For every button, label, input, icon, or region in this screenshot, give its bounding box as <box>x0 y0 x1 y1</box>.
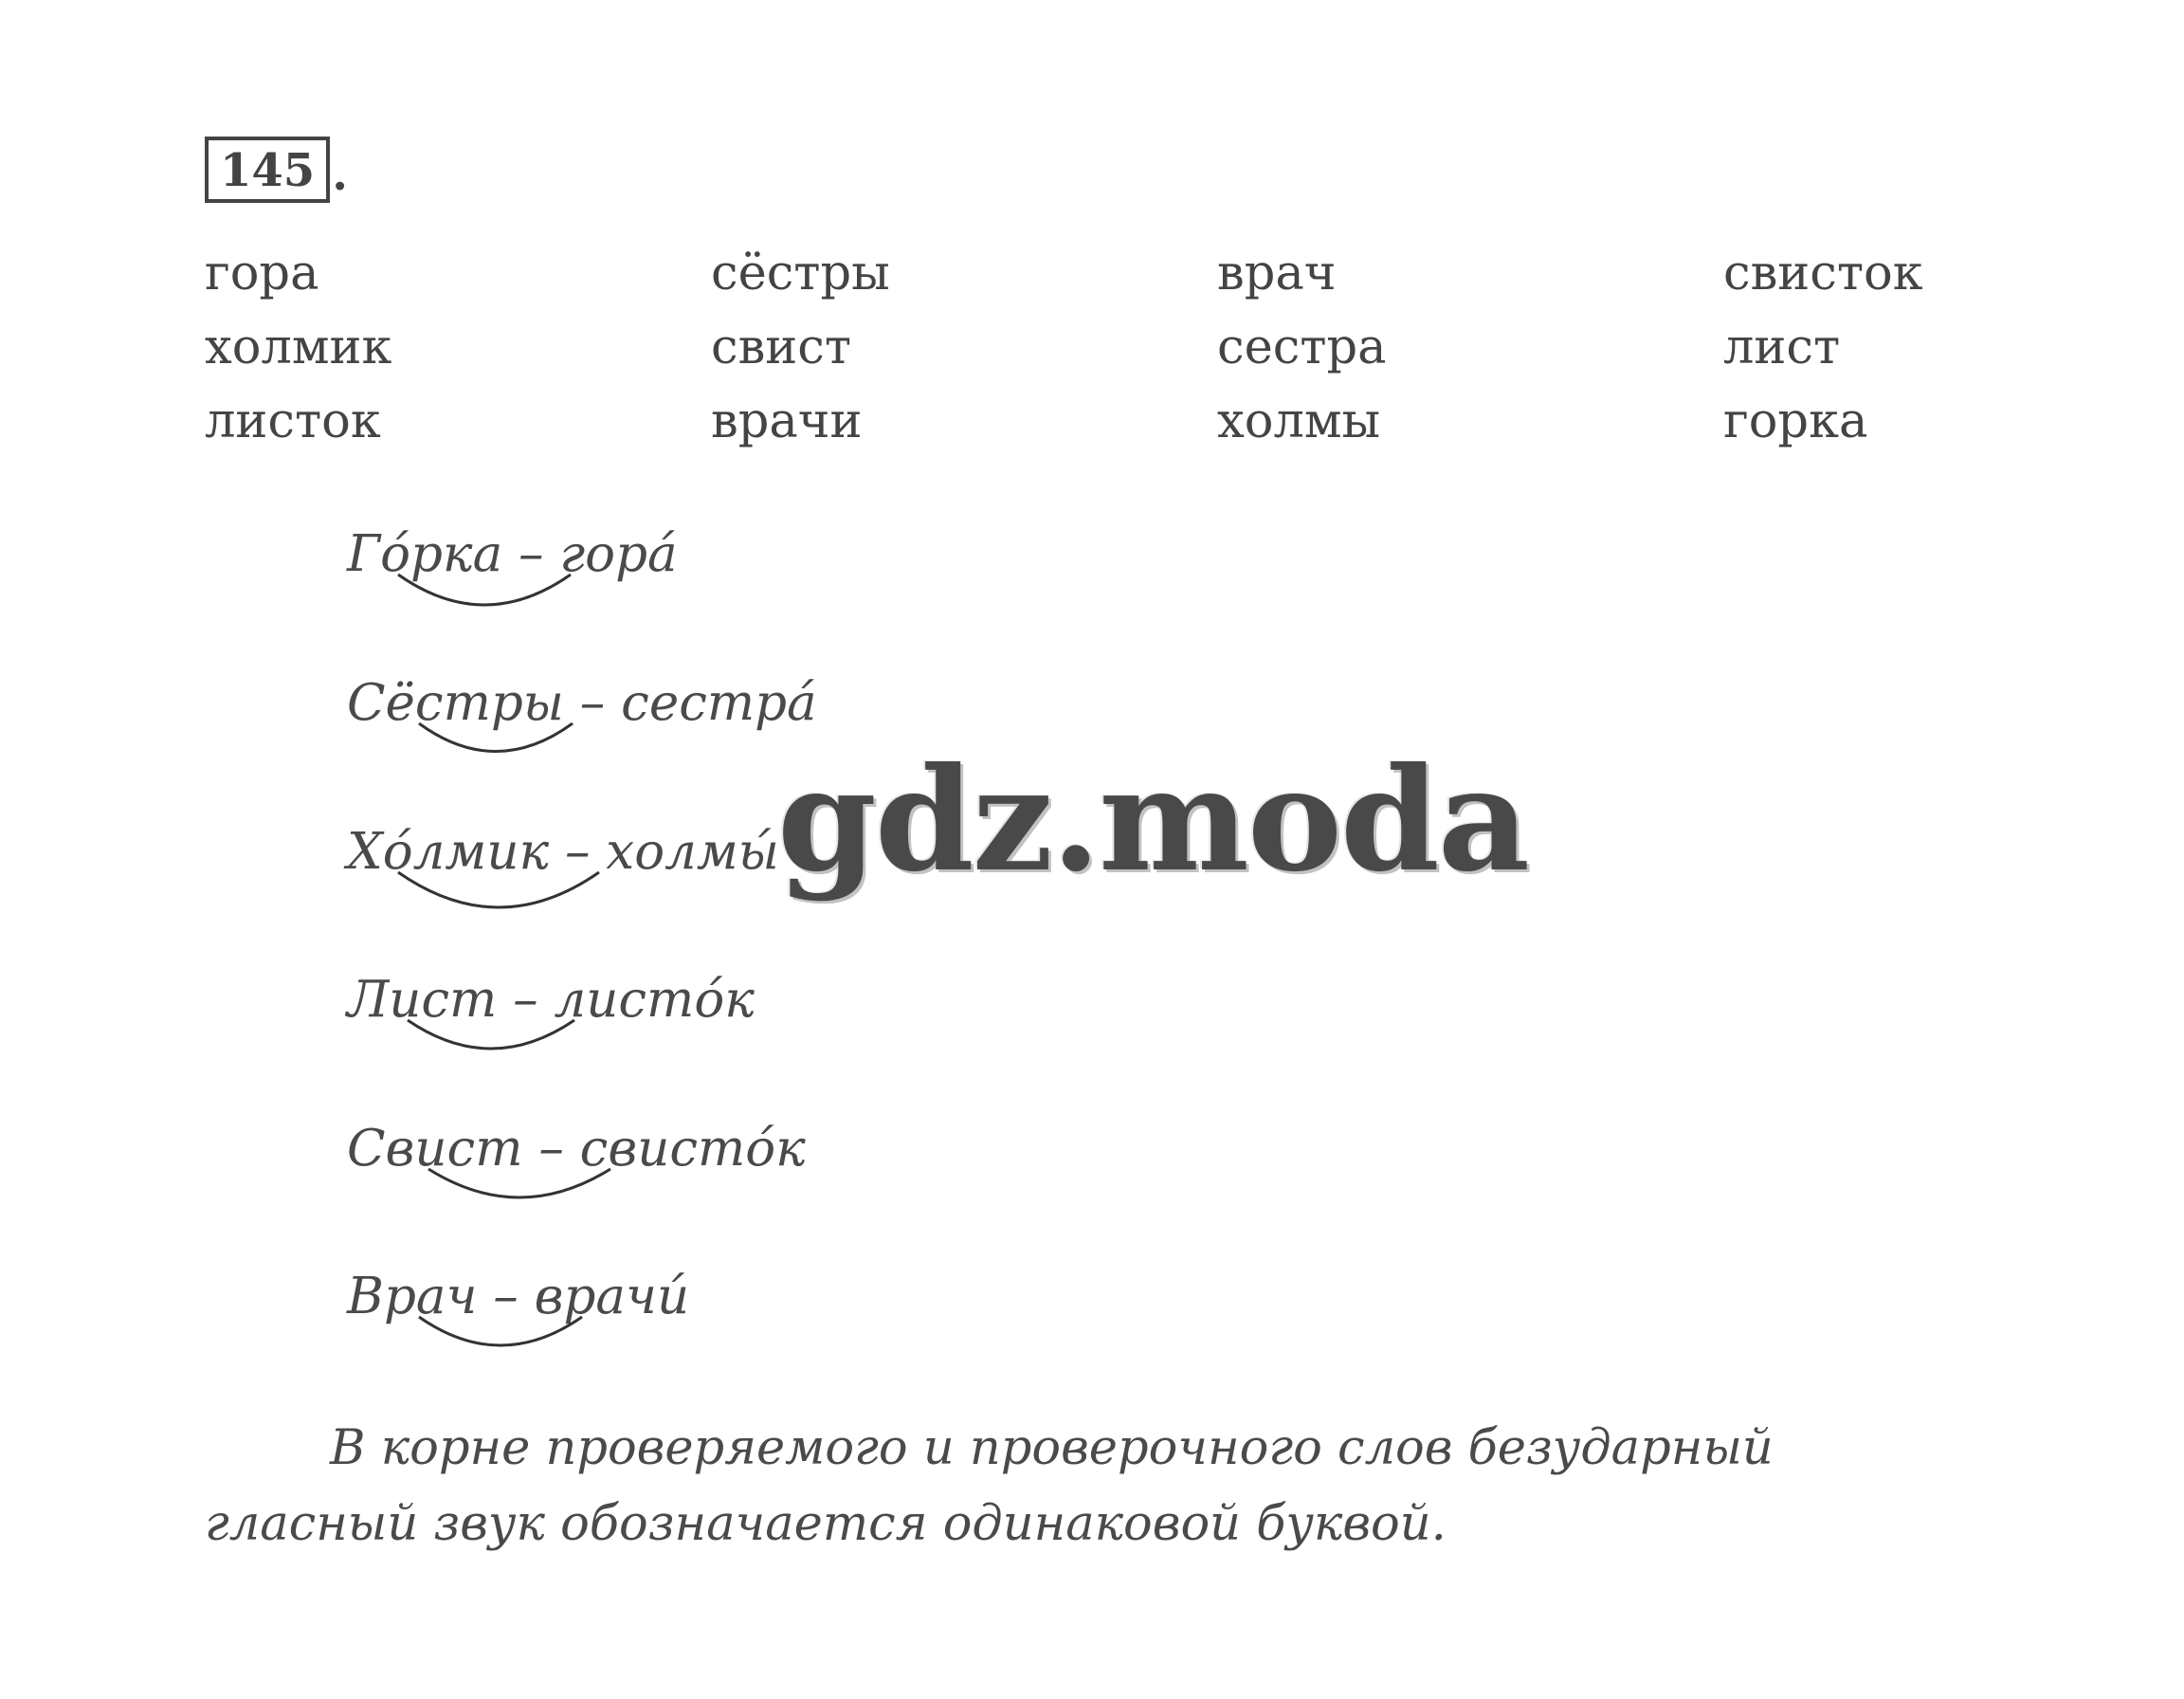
word-pair-text: Врач – врачи́ <box>347 1268 690 1325</box>
word: сёстры <box>711 246 890 301</box>
root-arc-icon <box>404 1014 593 1071</box>
word: холмы <box>1217 393 1381 449</box>
word-pair-text: Хо́лмик – холмы́ <box>347 823 779 881</box>
exercise-number-box: 145 <box>205 137 330 203</box>
word: свист <box>711 320 852 375</box>
root-arc-icon <box>394 867 622 933</box>
word-pair <box>347 967 1200 1071</box>
word-column-2 <box>711 237 890 459</box>
exercise-number <box>205 137 348 203</box>
root-arc-icon <box>425 1163 633 1220</box>
word: лист <box>1723 320 1841 375</box>
word: врач <box>1217 246 1337 301</box>
word-column-1 <box>205 237 391 459</box>
word: гора <box>205 246 319 301</box>
word: сестра <box>1217 320 1387 375</box>
word: врачи <box>711 393 863 449</box>
root-arc-icon <box>415 718 605 775</box>
word-pair-text: Свист – свисто́к <box>347 1120 806 1178</box>
word-pair-text: Лист – листо́к <box>347 971 755 1029</box>
exercise-number-dot: . <box>332 148 348 201</box>
word: холмик <box>205 320 392 375</box>
word-column-3 <box>1217 237 1387 459</box>
word-pair <box>347 1116 1200 1220</box>
root-arc-icon <box>415 1311 605 1368</box>
root-arc-icon <box>394 569 584 626</box>
word: горка <box>1723 393 1868 449</box>
watermark: gdz.moda <box>777 737 1529 904</box>
word-pair-text: Сёстры – сестра́ <box>347 674 817 732</box>
word: свисток <box>1723 246 1923 301</box>
rule-text: В корне проверяемого и проверочного слов безударный гласный звук обозначается одинаковой буквой. <box>205 1420 1774 1552</box>
word-column-4 <box>1723 237 1923 459</box>
word: листок <box>205 393 381 449</box>
word-pair-text: Го́рка – гора́ <box>347 525 678 583</box>
word-pair <box>347 1264 1200 1368</box>
word-pair <box>347 521 1200 626</box>
